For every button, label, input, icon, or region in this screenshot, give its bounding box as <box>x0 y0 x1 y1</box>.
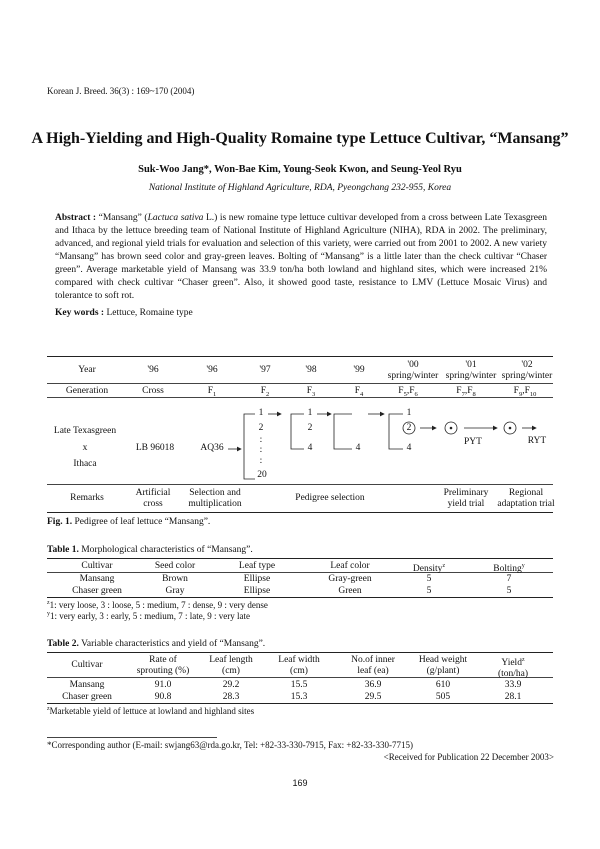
t1-h-bolting: Bolting$^y$ <box>493 563 525 575</box>
year-98: '98 <box>305 365 317 375</box>
t2-h-inner-leaf: No.of inner leaf (ea) <box>351 655 395 676</box>
pyt-label: PYT <box>464 437 482 447</box>
year-96a: '96 <box>147 365 159 375</box>
f2-dots-2: : <box>259 445 263 455</box>
t2-r1-inner: 36.9 <box>364 680 382 690</box>
t1-r1-seed: Brown <box>162 574 188 584</box>
parent-late-texasgreen: Late Texasgreen <box>53 426 117 436</box>
f4-line-4: 4 <box>355 443 361 453</box>
t1-r1-leafcolor: Gray-green <box>328 574 372 584</box>
t1-r2-density: 5 <box>426 586 432 596</box>
gen-f7f8: $F_7,F_8$ <box>456 386 476 398</box>
page-number: 169 <box>292 778 308 788</box>
f5-line-2-circled: 2 <box>406 423 412 433</box>
t1-h-density: Density$^z$ <box>412 563 446 575</box>
t1-top-rule <box>47 558 553 559</box>
t2-r1-weight: 610 <box>435 680 451 690</box>
t2-top-rule <box>47 652 553 653</box>
t1-r2-leafcolor: Green <box>338 586 362 596</box>
remark-pedigree: Pedigree selection <box>295 493 365 503</box>
t2-r2-sprouting: 90.8 <box>154 692 172 702</box>
generation-label: Generation <box>65 386 109 396</box>
footnote-rule <box>47 737 217 738</box>
t1-r1-cultivar: Mansang <box>79 574 115 584</box>
gen-f9f10: $F_9,F_{10}$ <box>513 386 537 398</box>
remarks-label: Remarks <box>70 493 104 503</box>
t2-h-leaf-width: Leaf width (cm) <box>278 655 320 676</box>
t2-r2-yield: 28.1 <box>504 692 522 702</box>
t1-r2-cultivar: Chaser green <box>72 586 122 596</box>
f2-dots-3: : <box>259 456 263 466</box>
gen-f1: $F_1$ <box>207 386 217 398</box>
aq36: AQ36 <box>200 443 224 453</box>
t2-r2-inner: 29.5 <box>364 692 382 702</box>
f2-dots-1: : <box>259 435 263 445</box>
year-01: '01 spring/winter <box>445 360 497 381</box>
f2-line-1: 1 <box>258 408 264 418</box>
remark-selection: Selection and multiplication <box>188 488 242 509</box>
table-2-caption: Table 2. Variable characteristics and yield of “Mansang”. <box>47 639 266 649</box>
t2-h-sprouting: Rate of sprouting (%) <box>136 655 190 676</box>
affiliation: National Institute of Highland Agriculture, RDA, Pyeongchang 232-955, Korea <box>148 183 452 193</box>
f5-line-1: 1 <box>406 408 412 418</box>
author-list: Suk-Woo Jang*, Won-Bae Kim, Young-Seok Kwon, and Seung-Yeol Ryu <box>138 164 462 175</box>
paper-title: A High-Yielding and High-Quality Romaine type Lettuce Cultivar, “Mansang” <box>31 130 569 147</box>
year-00: '00 spring/winter <box>387 360 439 381</box>
t1-r1-bolting: 7 <box>506 574 512 584</box>
keywords-text: Lettuce, Romaine type <box>104 308 193 318</box>
t2-r1-width: 15.5 <box>290 680 308 690</box>
t1-h-seed-color: Seed color <box>154 561 196 571</box>
t1-h-cultivar: Cultivar <box>81 561 113 571</box>
f3-line-4: 4 <box>307 443 313 453</box>
year-99: '99 <box>353 365 365 375</box>
corresponding-author: *Corresponding author (E-mail: swjang63@rda.go.kr, Tel: +82-33-330-7915, Fax: +82-33-330-7715) <box>47 740 413 750</box>
t1-note-bolting: $^y$1: very early, 3 : early, 5 : medium, 7 : late, 9 : very late <box>47 611 251 621</box>
figure-1-caption: Fig. 1. Pedigree of leaf lettuce “Mansang”. <box>47 517 211 527</box>
year-96b: '96 <box>206 365 218 375</box>
fig-rule-1 <box>47 383 553 384</box>
gen-f2: $F_2$ <box>260 386 270 398</box>
f2-line-20: 20 <box>257 470 267 480</box>
t2-h-yield: Yield$^z$ (ton/ha) <box>497 657 529 680</box>
year-02: '02 spring/winter <box>501 360 553 381</box>
t2-r1-length: 29.2 <box>222 680 240 690</box>
t2-bottom-rule <box>47 703 553 704</box>
ryt-label: RYT <box>527 436 547 446</box>
t1-r2-bolting: 5 <box>506 586 512 596</box>
gen-f4: $F_4$ <box>354 386 364 398</box>
f5-line-4: 4 <box>406 443 412 453</box>
species-name: Lactuca sativa <box>147 213 204 223</box>
fig-bottom-rule <box>47 512 553 513</box>
t2-r2-width: 15.3 <box>290 692 308 702</box>
gen-f5f6: $F_5,F_6$ <box>398 386 418 398</box>
t1-r2-leaftype: Ellipse <box>243 586 271 596</box>
abstract-label: Abstract : <box>55 213 97 223</box>
abstract-text-1: “Mansang” ( <box>96 213 148 223</box>
t2-r1-cultivar: Mansang <box>69 680 105 690</box>
received-date: <Received for Publication 22 December 2003> <box>383 752 554 762</box>
t1-bottom-rule <box>47 597 553 598</box>
remark-preliminary: Preliminary yield trial <box>443 488 489 509</box>
t2-h-leaf-length: Leaf length (cm) <box>209 655 253 676</box>
gen-f3: $F_3$ <box>306 386 316 398</box>
year-label: Year <box>78 365 96 375</box>
gen-cross: Cross <box>142 386 164 396</box>
t2-h-head-weight: Head weight (g/plant) <box>418 655 468 676</box>
fig-rule-3 <box>47 484 553 485</box>
f3-line-2: 2 <box>307 423 313 433</box>
t2-r2-length: 28.3 <box>222 692 240 702</box>
t2-r2-weight: 505 <box>435 692 451 702</box>
t2-note-yield: $^z$Marketable yield of lettuce at lowland and highland sites <box>47 706 255 716</box>
fig-top-rule <box>47 356 553 357</box>
table-1-caption: Table 1. Morphological characteristics of “Mansang”. <box>47 545 253 555</box>
t1-r1-leaftype: Ellipse <box>243 574 271 584</box>
t1-r1-density: 5 <box>426 574 432 584</box>
t2-r1-yield: 33.9 <box>504 680 522 690</box>
t2-h-cultivar: Cultivar <box>71 660 103 670</box>
remark-regional: Regional adaptation trial <box>497 488 555 509</box>
cross-symbol: x <box>82 443 88 453</box>
abstract-text-2: L.) is new romaine type lettuce cultivar developed from a cross between Late Texasgreen and Ithaca by the lettuce breeding team of National Institute of Highland Agriculture (NIHA), RDA in 2002. The preliminary, advanced, and regional yield trials for evaluation and selection of this variety, were carried out from 2001 to 2002. A new variety “Mansang” has brown seed color and gray-green leaves. Bolting of “Mansang” is a little later than the check cultivar “Chaser green”. Average marketable yield of Mansang was 33.9 ton/ha both lowland and highland sites, which were increased 21% compared with check cultivar “Chaser green”. Also, it showed good taste, resistance to LMV (Lettuce Mosaic Virus) and tolerantce to soft rot. <box>55 213 547 301</box>
t1-note-density: $^z$1: very loose, 3 : loose, 5 : medium, 7 : dense, 9 : very dense <box>47 600 268 610</box>
t1-r2-seed: Gray <box>165 586 185 596</box>
parent-ithaca: Ithaca <box>73 459 97 469</box>
journal-reference: Korean J. Breed. 36(3) : 169~170 (2004) <box>47 86 195 96</box>
t1-h-leaf-color: Leaf color <box>330 561 370 571</box>
year-97: '97 <box>259 365 271 375</box>
t1-h-leaf-type: Leaf type <box>238 561 276 571</box>
remark-artificial-cross: Artificial cross <box>135 488 171 509</box>
abstract <box>55 212 547 303</box>
keywords <box>55 308 193 318</box>
t2-r1-sprouting: 91.0 <box>154 680 172 690</box>
f2-line-2: 2 <box>258 423 264 433</box>
t2-r2-cultivar: Chaser green <box>62 692 112 702</box>
lb-96018: LB 96018 <box>135 443 175 453</box>
keywords-label: Key words : <box>55 308 105 318</box>
f3-line-1: 1 <box>307 408 313 418</box>
